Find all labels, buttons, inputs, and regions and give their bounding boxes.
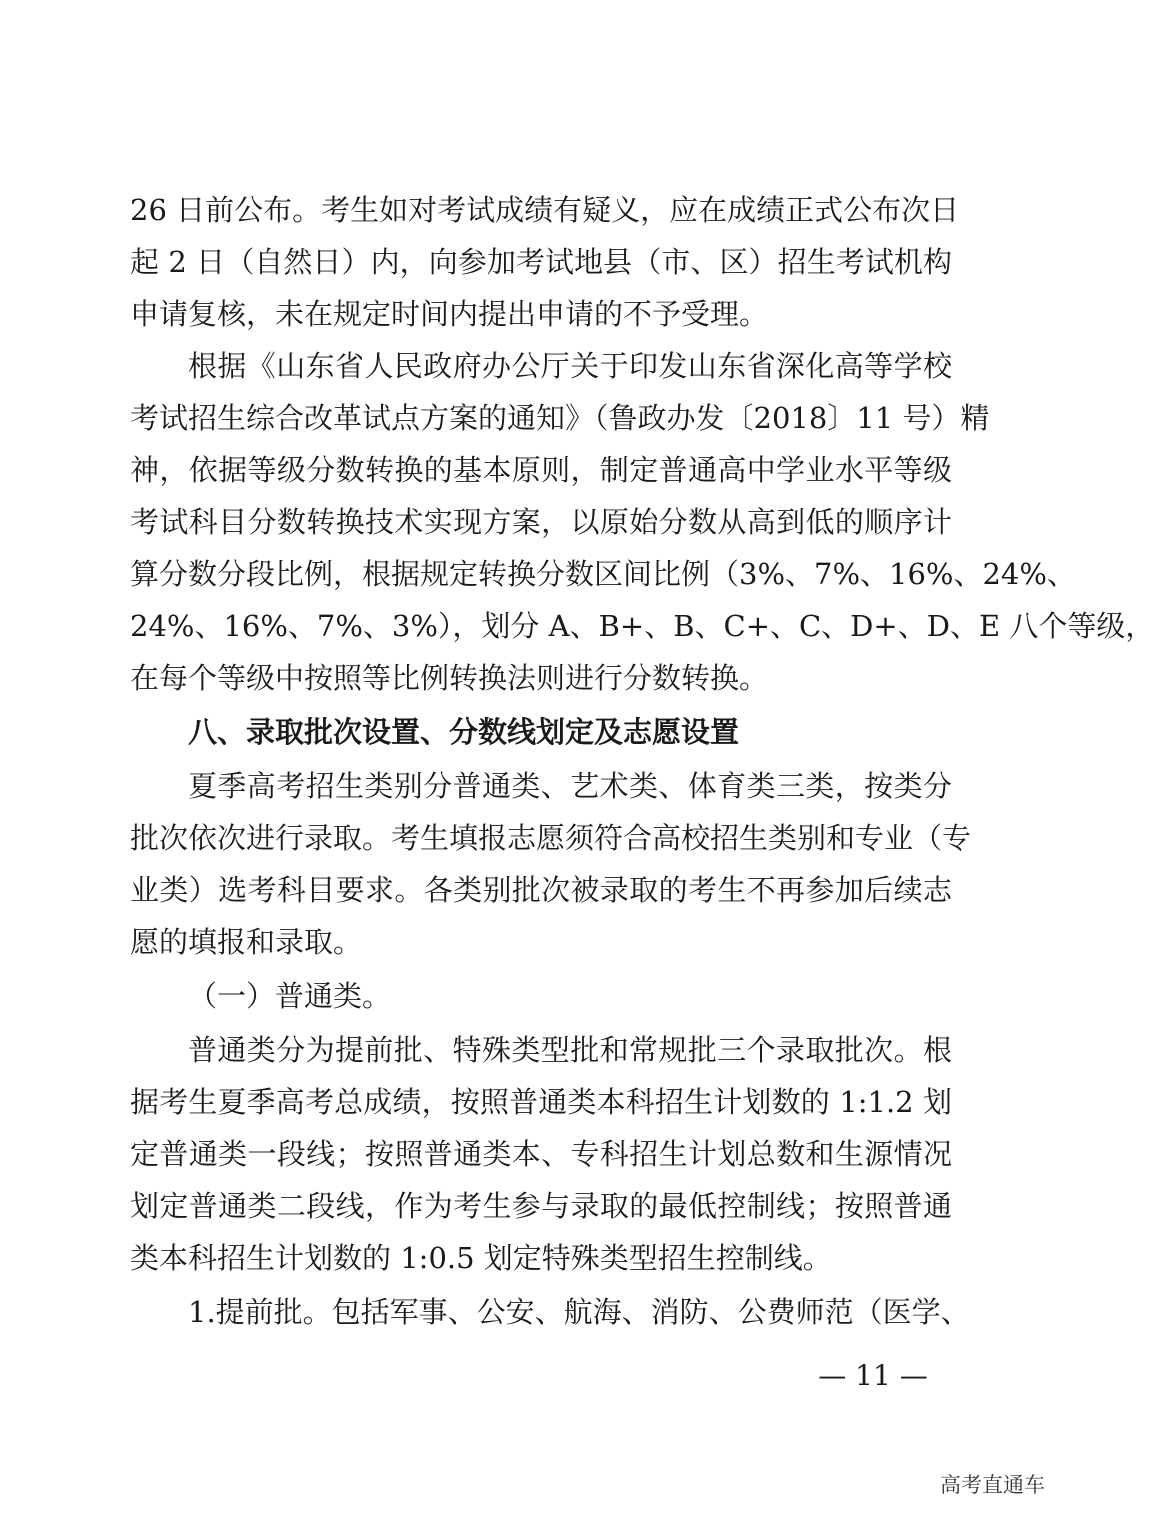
text-line-21: 类本科招生计划数的 1:0.5 划定特殊类型招生控制线。 bbox=[130, 1241, 832, 1275]
watermark-text: 高考直通车 bbox=[940, 1473, 1045, 1497]
text-line-9: 24%、16%、7%、3%），划分 A、B+、B、C+、C、D+、D、E 八个等级， bbox=[130, 609, 1154, 643]
text-line-20: 划定普通类二段线，作为考生参与录取的最低控制线；按照普通 bbox=[130, 1189, 952, 1223]
text-line-10: 在每个等级中按照等比例转换法则进行分数转换。 bbox=[130, 661, 769, 695]
text-line-6: 神，依据等级分数转换的基本原则，制定普通高中学业水平等级 bbox=[130, 453, 952, 487]
text-line-8: 算分数分段比例，根据规定转换分数区间比例（3%、7%、16%、24%、 bbox=[130, 557, 1076, 591]
text-line-3: 申请复核，未在规定时间内提出申请的不予受理。 bbox=[130, 297, 769, 331]
text-line-12: 夏季高考招生类别分普通类、艺术类、体育类三类，按类分 bbox=[188, 769, 952, 803]
text-line-18: 据考生夏季高考总成绩，按照普通类本科招生计划数的 1:1.2 划 bbox=[130, 1085, 952, 1119]
subsection-heading-1: （一）普通类。 bbox=[188, 979, 392, 1013]
page-number: — 11 — bbox=[818, 1359, 928, 1392]
text-line-15: 愿的填报和录取。 bbox=[130, 925, 363, 959]
text-line-7: 考试科目分数转换技术实现方案，以原始分数从高到低的顺序计 bbox=[130, 505, 952, 539]
text-line-2: 起 2 日（自然日）内，向参加考试地县（市、区）招生考试机构 bbox=[130, 245, 952, 279]
section-heading-8: 八、录取批次设置、分数线划定及志愿设置 bbox=[188, 715, 740, 749]
text-line-17: 普通类分为提前批、特殊类型批和常规批三个录取批次。根 bbox=[188, 1033, 952, 1067]
text-line-4: 根据《山东省人民政府办公厅关于印发山东省深化高等学校 bbox=[188, 349, 952, 383]
text-line-22: 1.提前批。包括军事、公安、航海、消防、公费师范（医学、 bbox=[188, 1295, 970, 1329]
text-line-1: 26 日前公布。考生如对考试成绩有疑义，应在成绩正式公布次日 bbox=[130, 193, 960, 227]
text-line-14: 业类）选考科目要求。各类别批次被录取的考生不再参加后续志 bbox=[130, 873, 952, 907]
text-line-19: 定普通类一段线；按照普通类本、专科招生计划总数和生源情况 bbox=[130, 1137, 952, 1171]
text-line-5: 考试招生综合改革试点方案的通知》（鲁政办发〔2018〕11 号）精 bbox=[130, 401, 990, 435]
text-line-13: 批次依次进行录取。考生填报志愿须符合高校招生类别和专业（专 bbox=[130, 821, 972, 855]
